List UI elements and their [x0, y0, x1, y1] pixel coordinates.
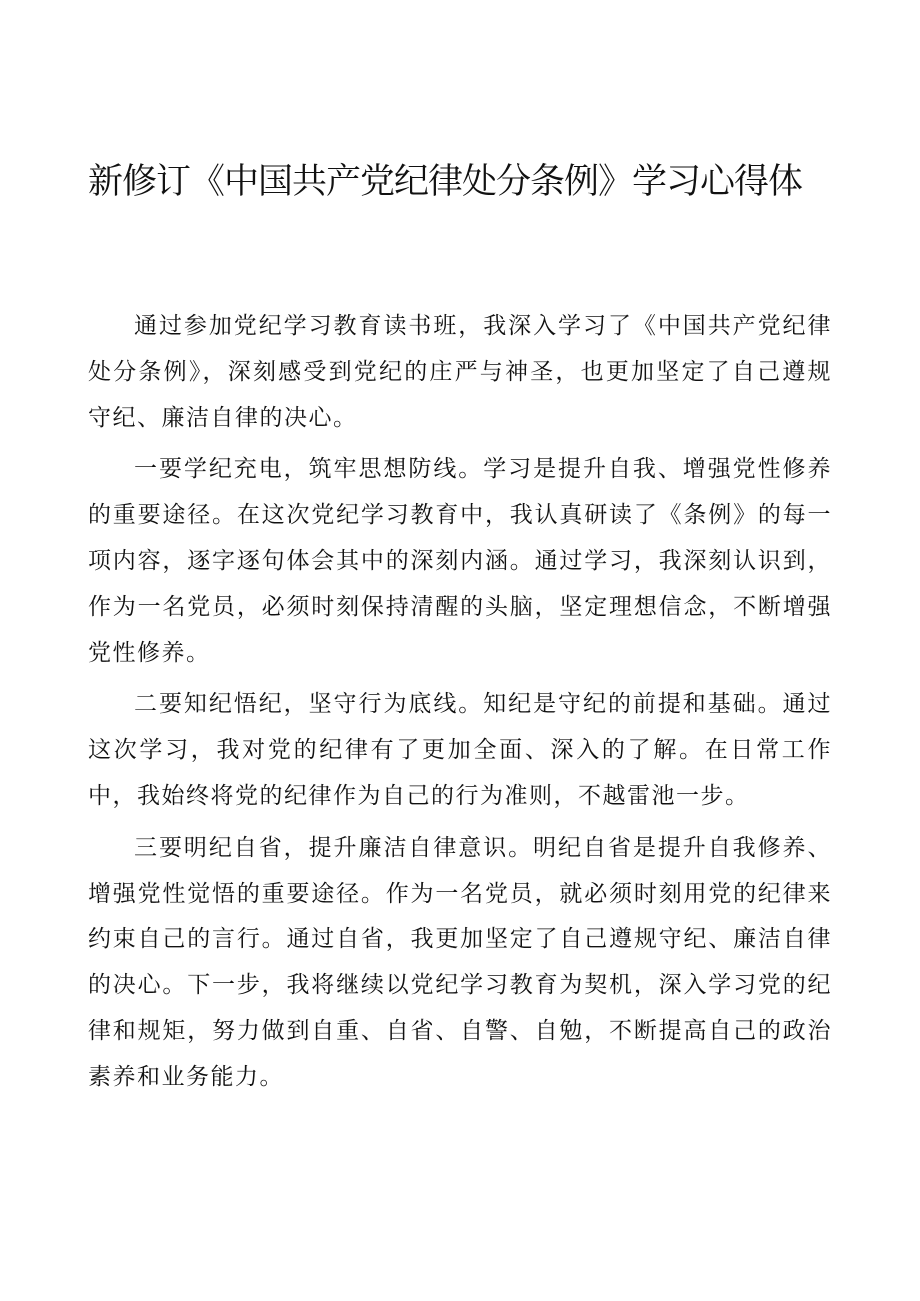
paragraph-point-one: 一要学纪充电，筑牢思想防线。学习是提升自我、增强党性修养的重要途径。在这次党纪学习教育中，我认真研读了《条例》的每一项内容，逐字逐句体会其中的深刻内涵。通过学习，我深刻认识到，作为一名党员，必须时刻保持清醒的头脑，坚定理想信念，不断增强党性修养。	[88, 456, 832, 666]
paragraph-point-two: 二要知纪悟纪，坚守行为底线。知纪是守纪的前提和基础。通过这次学习，我对党的纪律有了更加全面、深入的了解。在日常工作中，我始终将党的纪律作为自己的行为准则，不越雷池一步。	[88, 691, 832, 809]
document-body	[88, 304, 832, 1107]
paragraph-point-three: 三要明纪自省，提升廉洁自律意识。明纪自省是提升自我修养、增强党性觉悟的重要途径。作为一名党员，就必须时刻用党的纪律来约束自己的言行。通过自省，我更加坚定了自己遵规守纪、廉洁自律的决心。下一步，我将继续以党纪学习教育为契机，深入学习党的纪律和规矩，努力做到自重、自省、自警、自勉，不断提高自己的政治素养和业务能力。	[88, 834, 832, 1090]
document-title: 新修订《中国共产党纪律处分条例》学习心得体	[88, 162, 803, 202]
paragraph-intro: 通过参加党纪学习教育读书班，我深入学习了《中国共产党纪律处分条例》，深刻感受到党纪的庄严与神圣，也更加坚定了自己遵规守纪、廉洁自律的决心。	[88, 313, 832, 431]
